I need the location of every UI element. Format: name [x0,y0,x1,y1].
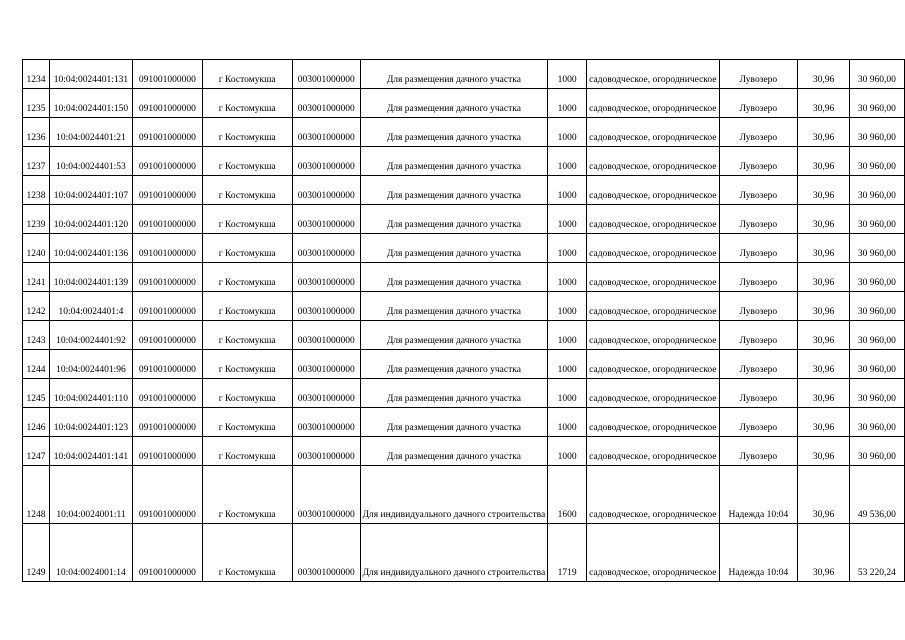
cadastral-rate-cell: 30,96 [798,60,850,89]
okato-code-cell: 091001000000 [133,176,203,205]
location-cell: Лувозеро [719,89,798,118]
okato-code-cell: 091001000000 [133,437,203,466]
oktmo-code-cell: 003001000000 [292,118,360,147]
cadastral-value-cell: 30 960,00 [849,176,904,205]
land-category-cell: садоводческое, огородническое [587,466,719,524]
cadastral-value-cell: 30 960,00 [849,437,904,466]
okato-code-cell: 091001000000 [133,321,203,350]
municipality-cell: г Костомукша [202,524,292,582]
area-cell: 1000 [548,60,587,89]
municipality-cell: г Костомукша [202,408,292,437]
land-category-cell: садоводческое, огородническое [587,437,719,466]
land-category-cell: садоводческое, огородническое [587,408,719,437]
row-number-cell: 1243 [23,321,50,350]
municipality-cell: г Костомукша [202,292,292,321]
municipality-cell: г Костомукша [202,147,292,176]
cadastral-rate-cell: 30,96 [798,147,850,176]
okato-code-cell: 091001000000 [133,408,203,437]
row-number-cell: 1245 [23,379,50,408]
location-cell: Лувозеро [719,263,798,292]
land-category-cell: садоводческое, огородническое [587,60,719,89]
cadastral-number-cell: 10:04:0024401:21 [49,118,132,147]
cadastral-rate-cell: 30,96 [798,205,850,234]
cadastral-number-cell: 10:04:0024401:131 [49,60,132,89]
land-category-cell: садоводческое, огородническое [587,350,719,379]
area-cell: 1000 [548,205,587,234]
land-category-cell: садоводческое, огородническое [587,118,719,147]
row-number-cell: 1242 [23,292,50,321]
permitted-use-cell: Для индивидуального дачного строительства [360,524,548,582]
land-category-cell: садоводческое, огородническое [587,176,719,205]
municipality-cell: г Костомукша [202,234,292,263]
okato-code-cell: 091001000000 [133,524,203,582]
table-row [23,147,905,176]
okato-code-cell: 091001000000 [133,292,203,321]
permitted-use-cell: Для размещения дачного участка [360,350,548,379]
municipality-cell: г Костомукша [202,89,292,118]
cadastral-rate-cell: 30,96 [798,89,850,118]
okato-code-cell: 091001000000 [133,466,203,524]
table-row [23,466,905,524]
table-row [23,524,905,582]
land-plots-table [22,59,905,582]
permitted-use-cell: Для размещения дачного участка [360,408,548,437]
municipality-cell: г Костомукша [202,437,292,466]
permitted-use-cell: Для размещения дачного участка [360,321,548,350]
cadastral-rate-cell: 30,96 [798,234,850,263]
land-category-cell: садоводческое, огородническое [587,205,719,234]
cadastral-value-cell: 30 960,00 [849,147,904,176]
cadastral-rate-cell: 30,96 [798,437,850,466]
row-number-cell: 1247 [23,437,50,466]
table-row [23,292,905,321]
location-cell: Лувозеро [719,60,798,89]
cadastral-rate-cell: 30,96 [798,321,850,350]
location-cell: Лувозеро [719,118,798,147]
cadastral-value-cell: 30 960,00 [849,321,904,350]
cadastral-number-cell: 10:04:0024001:11 [49,466,132,524]
cadastral-number-cell: 10:04:0024401:110 [49,379,132,408]
oktmo-code-cell: 003001000000 [292,292,360,321]
row-number-cell: 1237 [23,147,50,176]
okato-code-cell: 091001000000 [133,147,203,176]
area-cell: 1000 [548,234,587,263]
municipality-cell: г Костомукша [202,263,292,292]
row-number-cell: 1240 [23,234,50,263]
table-body [23,60,905,582]
permitted-use-cell: Для индивидуального дачного строительства [360,466,548,524]
land-category-cell: садоводческое, огородническое [587,321,719,350]
cadastral-number-cell: 10:04:0024401:53 [49,147,132,176]
area-cell: 1000 [548,176,587,205]
row-number-cell: 1249 [23,524,50,582]
municipality-cell: г Костомукша [202,205,292,234]
okato-code-cell: 091001000000 [133,60,203,89]
table-row [23,321,905,350]
table-row [23,408,905,437]
area-cell: 1000 [548,263,587,292]
cadastral-number-cell: 10:04:0024401:139 [49,263,132,292]
area-cell: 1000 [548,147,587,176]
cadastral-value-cell: 30 960,00 [849,118,904,147]
cadastral-rate-cell: 30,96 [798,292,850,321]
oktmo-code-cell: 003001000000 [292,350,360,379]
area-cell: 1000 [548,89,587,118]
location-cell: Надежда 10:04 [719,466,798,524]
row-number-cell: 1246 [23,408,50,437]
cadastral-number-cell: 10:04:0024401:96 [49,350,132,379]
permitted-use-cell: Для размещения дачного участка [360,437,548,466]
area-cell: 1000 [548,292,587,321]
land-category-cell: садоводческое, огородническое [587,379,719,408]
permitted-use-cell: Для размещения дачного участка [360,147,548,176]
oktmo-code-cell: 003001000000 [292,234,360,263]
municipality-cell: г Костомукша [202,466,292,524]
area-cell: 1000 [548,118,587,147]
cadastral-number-cell: 10:04:0024401:150 [49,89,132,118]
cadastral-number-cell: 10:04:0024401:123 [49,408,132,437]
area-cell: 1000 [548,408,587,437]
area-cell: 1000 [548,379,587,408]
location-cell: Лувозеро [719,292,798,321]
cadastral-rate-cell: 30,96 [798,524,850,582]
cadastral-value-cell: 30 960,00 [849,292,904,321]
oktmo-code-cell: 003001000000 [292,321,360,350]
okato-code-cell: 091001000000 [133,379,203,408]
location-cell: Лувозеро [719,147,798,176]
cadastral-value-cell: 53 220,24 [849,524,904,582]
cadastral-rate-cell: 30,96 [798,350,850,379]
table-row [23,437,905,466]
cadastral-value-cell: 30 960,00 [849,379,904,408]
cadastral-number-cell: 10:04:0024401:107 [49,176,132,205]
row-number-cell: 1248 [23,466,50,524]
location-cell: Лувозеро [719,408,798,437]
permitted-use-cell: Для размещения дачного участка [360,176,548,205]
location-cell: Лувозеро [719,379,798,408]
cadastral-value-cell: 30 960,00 [849,205,904,234]
municipality-cell: г Костомукша [202,118,292,147]
cadastral-value-cell: 30 960,00 [849,60,904,89]
cadastral-number-cell: 10:04:0024401:92 [49,321,132,350]
row-number-cell: 1235 [23,89,50,118]
land-category-cell: садоводческое, огородническое [587,524,719,582]
row-number-cell: 1244 [23,350,50,379]
location-cell: Лувозеро [719,176,798,205]
municipality-cell: г Костомукша [202,176,292,205]
cadastral-value-cell: 30 960,00 [849,234,904,263]
oktmo-code-cell: 003001000000 [292,524,360,582]
cadastral-number-cell: 10:04:0024001:14 [49,524,132,582]
cadastral-value-cell: 30 960,00 [849,263,904,292]
cadastral-value-cell: 49 536,00 [849,466,904,524]
location-cell: Лувозеро [719,234,798,263]
permitted-use-cell: Для размещения дачного участка [360,234,548,263]
area-cell: 1600 [548,466,587,524]
oktmo-code-cell: 003001000000 [292,89,360,118]
location-cell: Лувозеро [719,205,798,234]
cadastral-rate-cell: 30,96 [798,263,850,292]
table-row [23,350,905,379]
table-row [23,118,905,147]
oktmo-code-cell: 003001000000 [292,437,360,466]
table-row [23,205,905,234]
cadastral-number-cell: 10:04:0024401:4 [49,292,132,321]
land-category-cell: садоводческое, огородническое [587,292,719,321]
okato-code-cell: 091001000000 [133,89,203,118]
permitted-use-cell: Для размещения дачного участка [360,89,548,118]
oktmo-code-cell: 003001000000 [292,466,360,524]
municipality-cell: г Костомукша [202,350,292,379]
oktmo-code-cell: 003001000000 [292,60,360,89]
permitted-use-cell: Для размещения дачного участка [360,379,548,408]
cadastral-number-cell: 10:04:0024401:120 [49,205,132,234]
row-number-cell: 1234 [23,60,50,89]
oktmo-code-cell: 003001000000 [292,147,360,176]
area-cell: 1000 [548,350,587,379]
table-row [23,176,905,205]
land-category-cell: садоводческое, огородническое [587,263,719,292]
table-row [23,60,905,89]
permitted-use-cell: Для размещения дачного участка [360,263,548,292]
permitted-use-cell: Для размещения дачного участка [360,60,548,89]
row-number-cell: 1239 [23,205,50,234]
area-cell: 1000 [548,321,587,350]
location-cell: Лувозеро [719,437,798,466]
location-cell: Лувозеро [719,350,798,379]
cadastral-rate-cell: 30,96 [798,379,850,408]
okato-code-cell: 091001000000 [133,118,203,147]
location-cell: Надежда 10:04 [719,524,798,582]
land-category-cell: садоводческое, огородническое [587,147,719,176]
oktmo-code-cell: 003001000000 [292,176,360,205]
oktmo-code-cell: 003001000000 [292,379,360,408]
row-number-cell: 1238 [23,176,50,205]
row-number-cell: 1241 [23,263,50,292]
table-row [23,234,905,263]
land-category-cell: садоводческое, огородническое [587,234,719,263]
cadastral-rate-cell: 30,96 [798,466,850,524]
cadastral-value-cell: 30 960,00 [849,89,904,118]
table-row [23,89,905,118]
okato-code-cell: 091001000000 [133,263,203,292]
land-category-cell: садоводческое, огородническое [587,89,719,118]
permitted-use-cell: Для размещения дачного участка [360,205,548,234]
oktmo-code-cell: 003001000000 [292,263,360,292]
cadastral-number-cell: 10:04:0024401:136 [49,234,132,263]
cadastral-number-cell: 10:04:0024401:141 [49,437,132,466]
municipality-cell: г Костомукша [202,60,292,89]
table-row [23,379,905,408]
cadastral-rate-cell: 30,96 [798,118,850,147]
oktmo-code-cell: 003001000000 [292,408,360,437]
okato-code-cell: 091001000000 [133,350,203,379]
permitted-use-cell: Для размещения дачного участка [360,118,548,147]
permitted-use-cell: Для размещения дачного участка [360,292,548,321]
area-cell: 1000 [548,437,587,466]
table-row [23,263,905,292]
cadastral-value-cell: 30 960,00 [849,408,904,437]
cadastral-rate-cell: 30,96 [798,176,850,205]
municipality-cell: г Костомукша [202,321,292,350]
municipality-cell: г Костомукша [202,379,292,408]
cadastral-rate-cell: 30,96 [798,408,850,437]
oktmo-code-cell: 003001000000 [292,205,360,234]
location-cell: Лувозеро [719,321,798,350]
row-number-cell: 1236 [23,118,50,147]
okato-code-cell: 091001000000 [133,234,203,263]
area-cell: 1719 [548,524,587,582]
okato-code-cell: 091001000000 [133,205,203,234]
cadastral-value-cell: 30 960,00 [849,350,904,379]
